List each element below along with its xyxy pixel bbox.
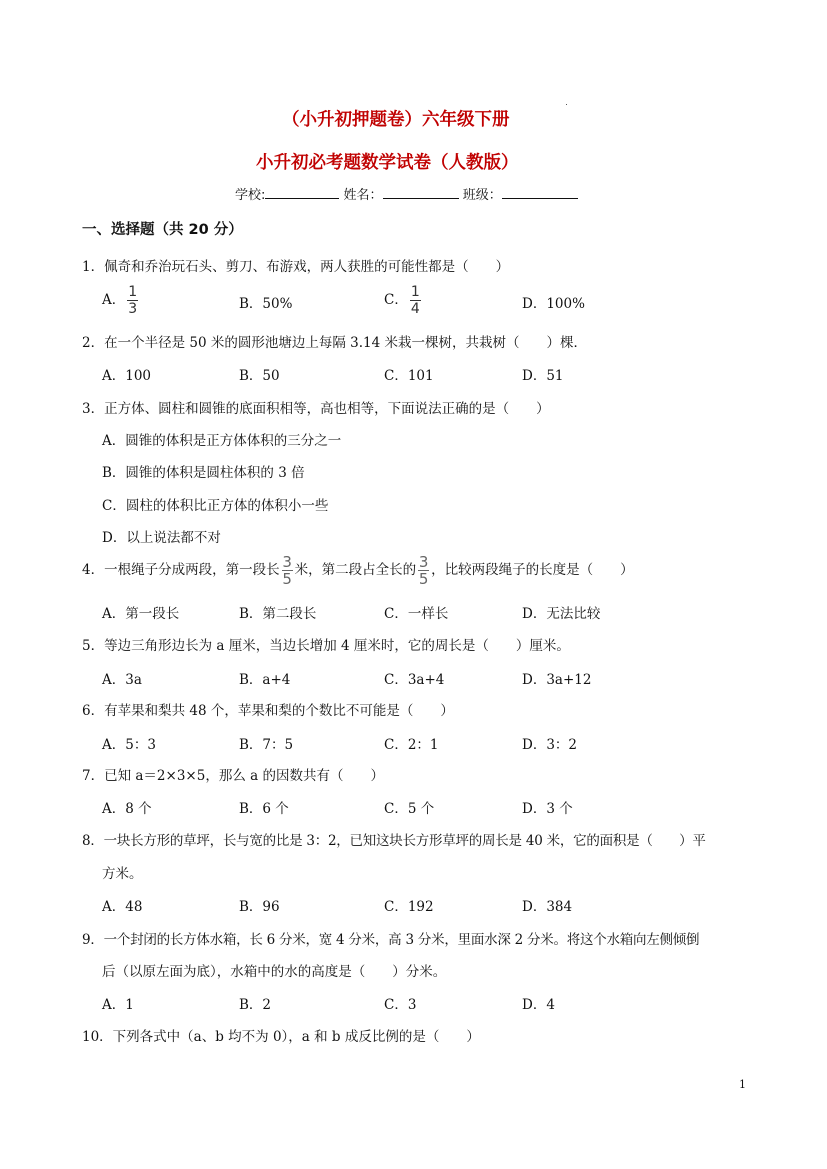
q5-option-a[interactable]: A．3a [102,672,142,688]
q3-option-c[interactable]: C．圆柱的体积比正方体的体积小一些 [102,498,329,514]
q1-option-d[interactable]: D．100% [522,296,585,312]
question-3: 3．正方体、圆柱和圆锥的底面积相等，高也相等，下面说法正确的是（ ） [82,401,550,417]
question-9: 9．一个封闭的长方体水箱，长 6 分米，宽 4 分米，高 3 分米，里面水深 2 分米。将这个水箱向左侧倾倒 [82,932,700,948]
page-title-line2: 小升初必考题数学试卷（人教版） [256,153,519,173]
question-9-continued: 后（以原左面为底），水箱中的水的高度是（ ）分米。 [102,964,447,980]
q7-option-c[interactable]: C．5 个 [384,801,435,817]
question-7: 7．已知 a＝2×3×5，那么 a 的因数共有（ ） [82,768,384,784]
q5-option-c[interactable]: C．3a+4 [384,672,445,688]
question-8-continued: 方米。 [102,866,143,882]
q6-option-d[interactable]: D．3：2 [522,737,578,753]
q1-option-b[interactable]: B．50% [239,296,293,312]
q9-option-a[interactable]: A．1 [102,997,134,1013]
school-field[interactable] [265,186,339,199]
decorative-dot [566,104,567,105]
q6-option-c[interactable]: C．2：1 [384,737,439,753]
section-title: 一、选择题（共 20 分） [82,222,243,238]
q8-option-d[interactable]: D．384 [522,899,573,915]
q4-option-a[interactable]: A．第一段长 [102,606,180,622]
q3-option-d[interactable]: D．以上说法都不对 [102,530,221,546]
question-10: 10．下列各式中（a、b 均不为 0），a 和 b 成反比例的是（ ） [82,1029,480,1045]
page-title-line1: （小升初押题卷）六年级下册 [282,110,510,130]
q4-fraction-2: $\frac{3}{5}$ [418,553,429,588]
q6-option-a[interactable]: A．5：3 [102,737,156,753]
q1-option-c-fraction: $\frac{1}{4}$ [410,284,420,317]
q2-option-c[interactable]: C．101 [384,368,434,384]
question-8: 8．一块长方形的草坪，长与宽的比是 3：2，已知这块长方形草坪的周长是 40 米，它的面积是（ ）平 [82,833,706,849]
q3-option-a[interactable]: A．圆锥的体积是正方体体积的三分之一 [102,433,342,449]
school-label: 学校: [235,188,266,203]
q1-option-a[interactable]: A． $\frac{1}{3}$ [102,284,138,317]
question-1: 1．佩奇和乔治玩石头、剪刀、布游戏，两人获胜的可能性都是（ ） [82,259,510,275]
q7-option-b[interactable]: B．6 个 [239,801,289,817]
q8-option-b[interactable]: B．96 [239,899,280,915]
q1-option-c[interactable]: C． $\frac{1}{4}$ [384,284,420,317]
q6-option-b[interactable]: B．7：5 [239,737,294,753]
q1-option-a-fraction: $\frac{1}{3}$ [128,284,138,317]
q8-option-a[interactable]: A．48 [102,899,143,915]
q4-option-c[interactable]: C．一样长 [384,606,449,622]
q9-option-d[interactable]: D．4 [522,997,555,1013]
class-field[interactable] [502,186,578,199]
q7-option-a[interactable]: A．8 个 [102,801,152,817]
question-5: 5．等边三角形边长为 a 厘米，当边长增加 4 厘米时，它的周长是（ ）厘米。 [82,638,570,654]
class-label: 班级： [462,188,502,203]
student-info-row [235,184,578,203]
q4-fraction-1: $\frac{3}{5}$ [282,553,292,588]
q9-option-b[interactable]: B．2 [239,997,272,1013]
q2-option-b[interactable]: B．50 [239,368,280,384]
question-2: 2．在一个半径是 50 米的圆形池塘边上每隔 3.14 米栽一棵树，共栽树（ ）棵． [82,335,587,351]
q8-option-c[interactable]: C．192 [384,899,434,915]
q5-option-b[interactable]: B．a+4 [239,672,291,688]
q2-option-d[interactable]: D．51 [522,368,564,384]
name-label: 姓名： [343,188,383,203]
q4-option-d[interactable]: D．无法比较 [522,606,601,622]
name-field[interactable] [383,186,459,199]
q4-option-b[interactable]: B．第二段长 [239,606,317,622]
question-4: 4．一根绳子分成两段，第一段长 $\frac{3}{5}$ 米，第二段占全长的 $\frac{3}{5}$ ，比较两段绳子的长度是（ ） [82,553,634,588]
q9-option-c[interactable]: C．3 [384,997,417,1013]
q3-option-b[interactable]: B．圆锥的体积是圆柱体积的 3 倍 [102,465,305,481]
q7-option-d[interactable]: D．3 个 [522,801,573,817]
page-number: 1 [739,1078,746,1091]
q2-option-a[interactable]: A．100 [102,368,152,384]
question-6: 6．有苹果和梨共 48 个，苹果和梨的个数比不可能是（ ） [82,703,454,719]
q5-option-d[interactable]: D．3a+12 [522,672,592,688]
